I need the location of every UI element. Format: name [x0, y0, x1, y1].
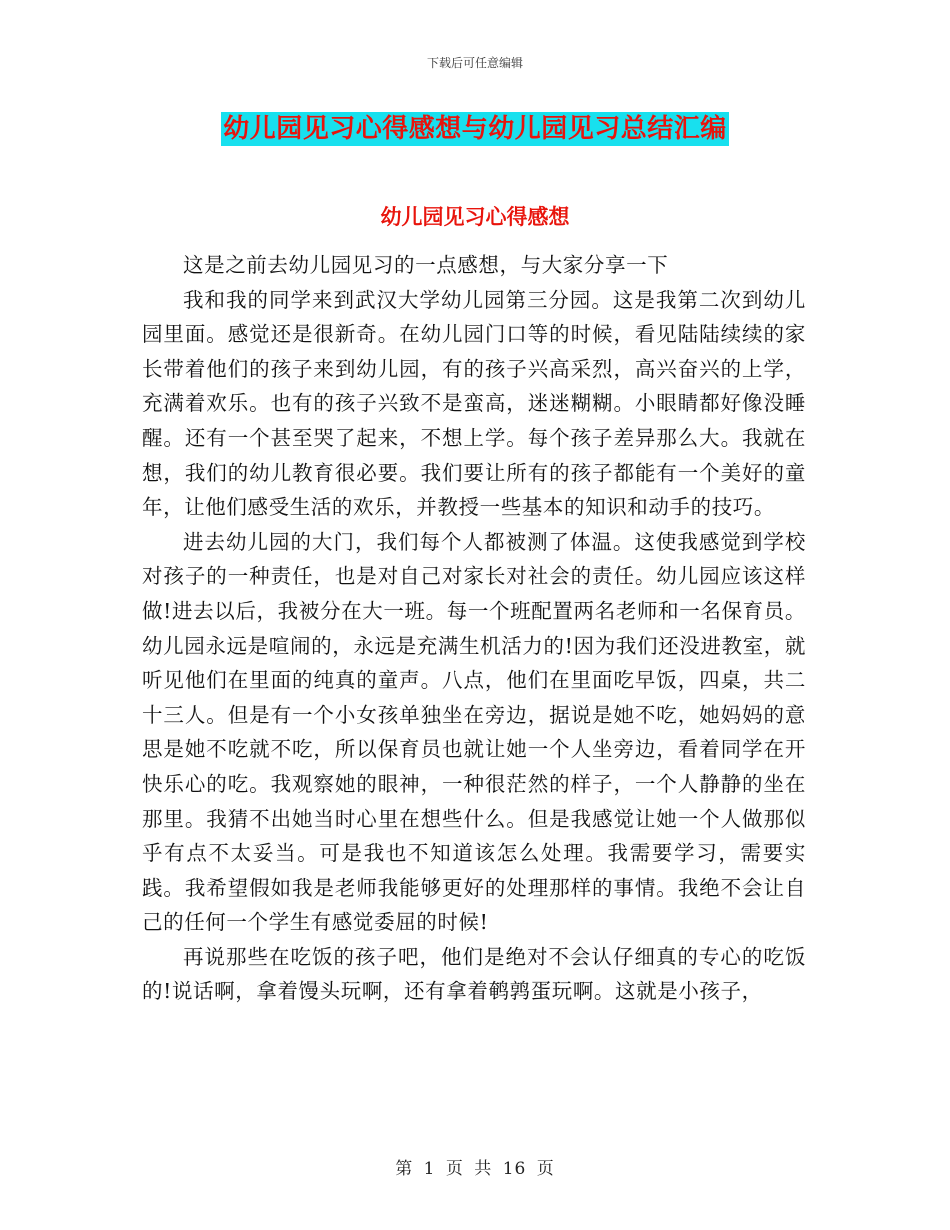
section-title: 幼儿园见习心得感想: [380, 205, 570, 229]
main-title-container: [0, 112, 950, 146]
paragraph: 我和我的同学来到武汉大学幼儿园第三分园。这是我第二次到幼儿园里面。感觉还是很新奇。在幼儿园门口等的时候，看见陆陆续续的家长带着他们的孩子来到幼儿园，有的孩子兴高采烈，高兴奋兴的上学，充满着欢乐。也有的孩子兴致不是蛮高，迷迷糊糊。小眼睛都好像没睡醒。还有一个甚至哭了起来，不想上学。每个孩子差异那么大。我就在想，我们的幼儿教育很必要。我们要让所有的孩子都能有一个美好的童年，让他们感受生活的欢乐，并教授一些基本的知识和动手的技巧。: [142, 287, 806, 520]
main-title: 幼儿园见习心得感想与幼儿园见习总结汇编: [223, 114, 727, 144]
paragraph: 进去幼儿园的大门，我们每个人都被测了体温。这使我感觉到学校对孩子的一种责任，也是对自己对家长对社会的责任。幼儿园应该这样做!进去以后，我被分在大一班。每一个班配置两名老师和一名保育员。幼儿园永远是喧闹的，永远是充满生机活力的!因为我们还没进教室，就听见他们在里面的纯真的童声。八点，他们在里面吃早饭，四桌，共二十三人。但是有一个小女孩单独坐在旁边，据说是她不吃，她妈妈的意思是她不吃就不吃，所以保育员也就让她一个人坐旁边，看着同学在开快乐心的吃。我观察她的眼神，一种很茫然的样子，一个人静静的坐在那里。我猜不出她当时心里在想些什么。但是我感觉让她一个人做那似乎有点不太妥当。可是我也不知道该怎么处理。我需要学习，需要实践。我希望假如我是老师我能够更好的处理那样的事情。我绝不会让自己的任何一个学生有感觉委屈的时候!: [142, 529, 806, 935]
page-footer: 第 1 页 共 16 页: [395, 1159, 555, 1179]
paragraph: 这是之前去幼儿园见习的一点感想，与大家分享一下: [183, 253, 669, 277]
header-note: 下载后可任意编辑: [426, 56, 523, 70]
document-body: [142, 248, 806, 1009]
paragraph: 再说那些在吃饭的孩子吧，他们是绝对不会认仔细真的专心的吃饭的!说话啊，拿着馒头玩啊，还有拿着鹌鹑蛋玩啊。这就是小孩子，: [142, 944, 806, 1004]
